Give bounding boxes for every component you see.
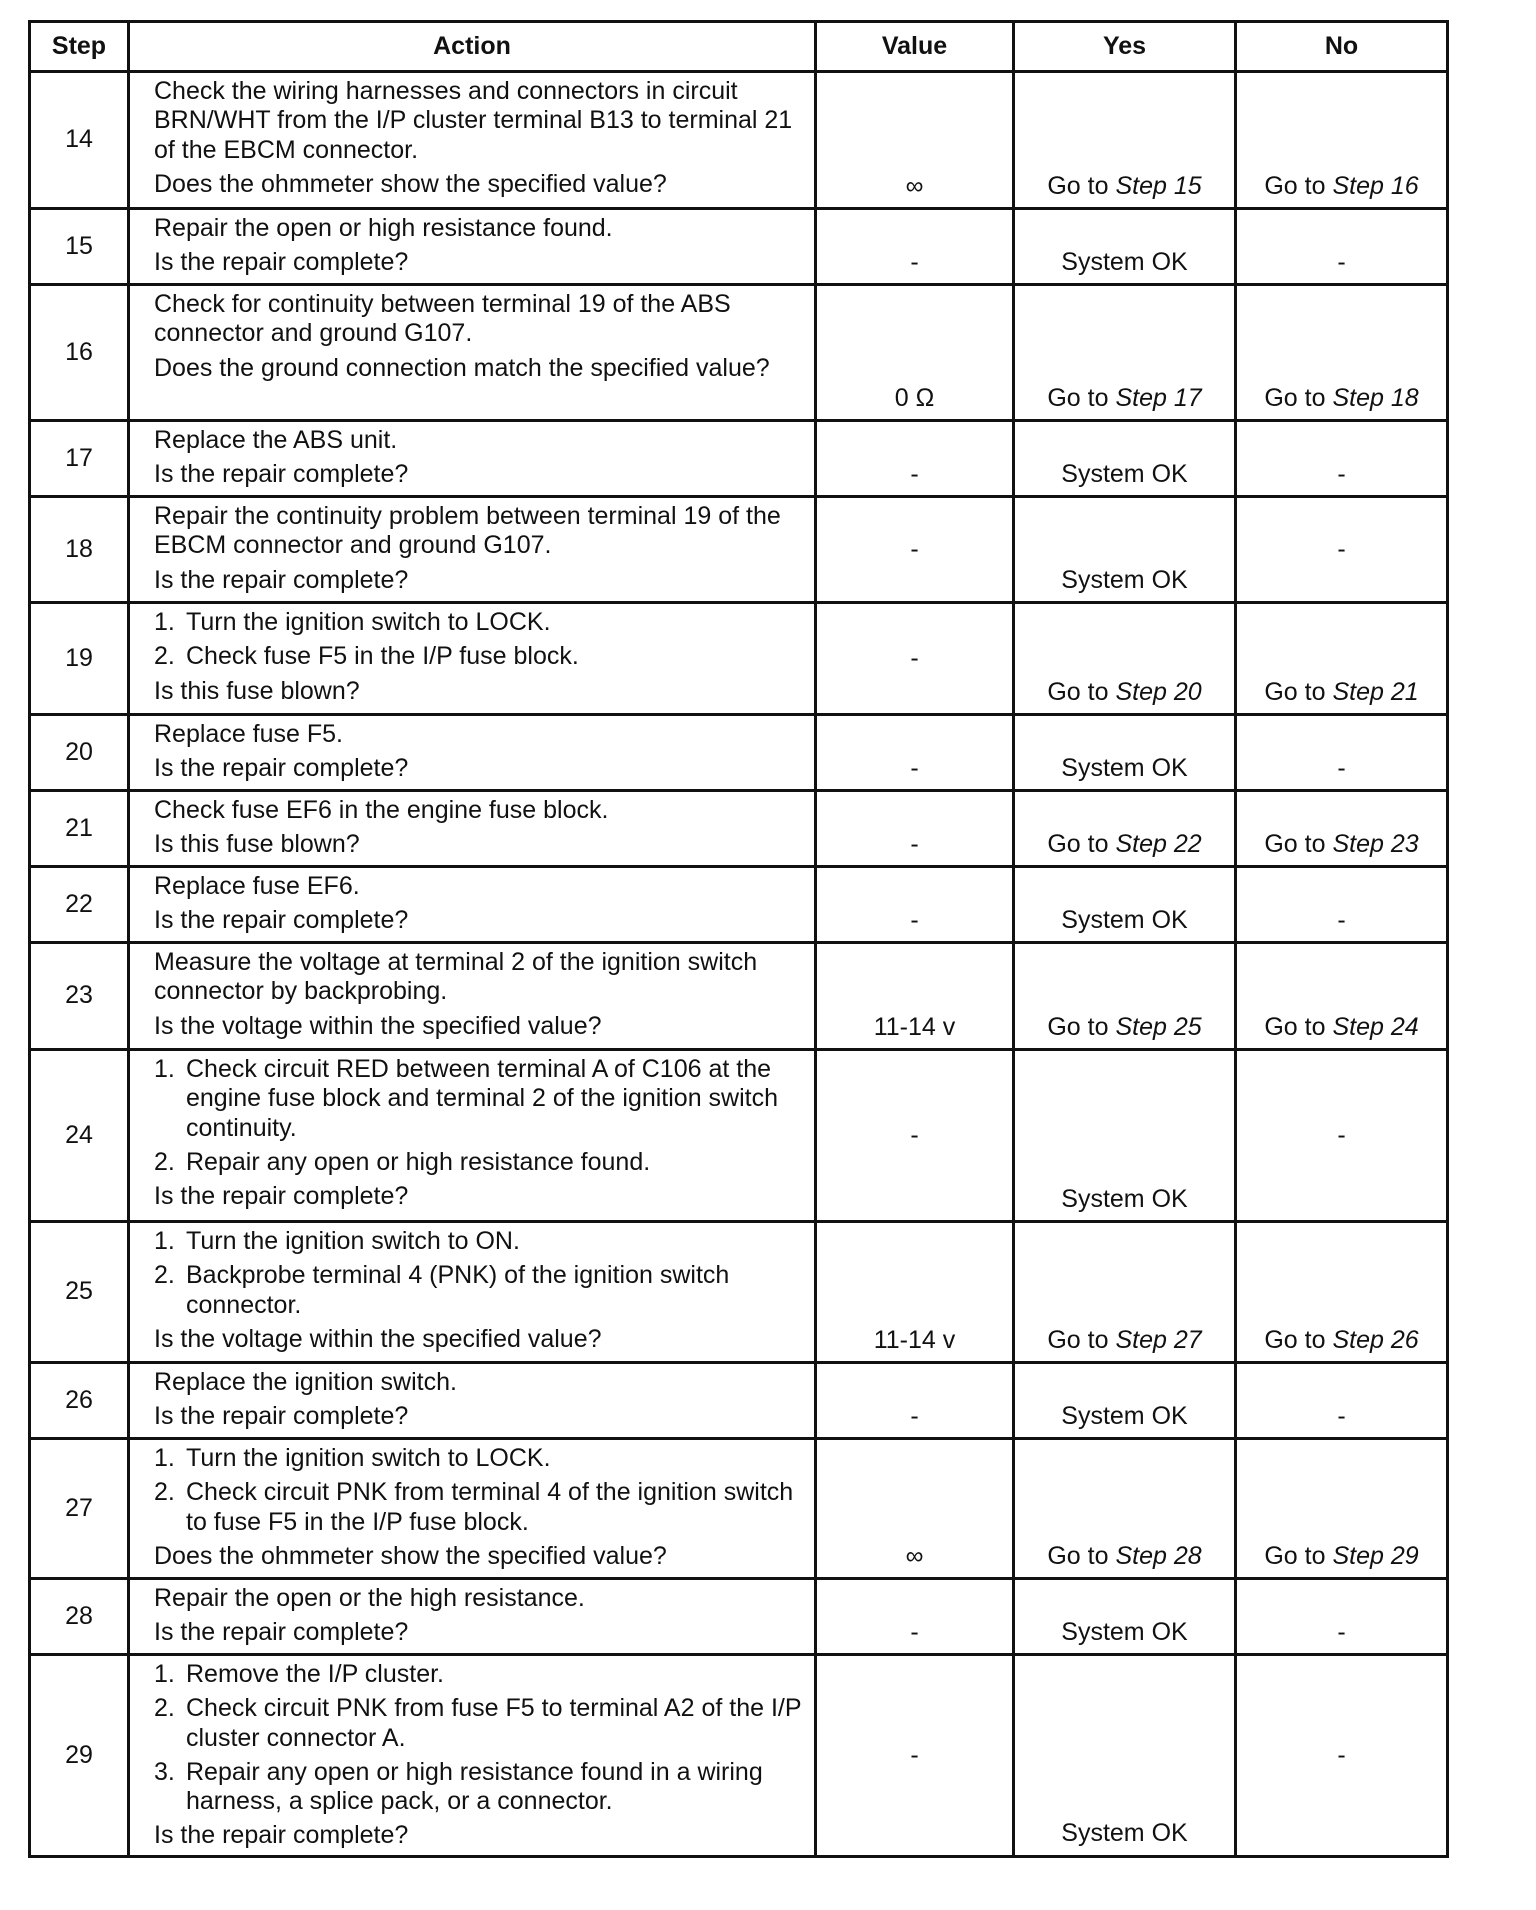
no-cell — [1236, 791, 1448, 867]
action-text: Repair the open or the high resistance. — [154, 1584, 585, 1612]
value-cell: - — [816, 715, 1014, 791]
table-row — [30, 1579, 1448, 1655]
action-item — [154, 1694, 806, 1753]
table-row — [30, 867, 1448, 943]
no-prefix: Go to — [1264, 829, 1333, 858]
no-cell: - — [1236, 1050, 1448, 1222]
no-cell: - — [1236, 497, 1448, 603]
header-step: Step — [30, 22, 129, 72]
yes-step-link: Step 15 — [1115, 171, 1202, 200]
no-cell — [1236, 72, 1448, 209]
action-text: Replace fuse F5. — [154, 720, 343, 748]
item-text: Turn the ignition switch to ON. — [186, 1227, 520, 1255]
no-cell — [1236, 285, 1448, 421]
action-item — [154, 1478, 806, 1537]
action-cell — [129, 421, 816, 497]
item-text: Repair any open or high resistance found. — [186, 1147, 651, 1176]
yes-cell: System OK — [1014, 715, 1236, 791]
item-number: 1. — [154, 1227, 175, 1255]
yes-cell: System OK — [1014, 1363, 1236, 1439]
action-item — [154, 1261, 806, 1320]
yes-prefix: Go to — [1047, 829, 1116, 858]
item-text: Check circuit PNK from fuse F5 to terminal A2 of the I/P cluster connector A. — [186, 1694, 802, 1752]
item-text: Turn the ignition switch to LOCK. — [186, 1444, 551, 1472]
no-step-link: Step 24 — [1332, 1012, 1419, 1041]
yes-cell: System OK — [1014, 1655, 1236, 1857]
yes-prefix: Go to — [1047, 171, 1116, 200]
action-item — [154, 1055, 806, 1143]
yes-cell: System OK — [1014, 209, 1236, 285]
yes-step-link: Step 22 — [1115, 829, 1202, 858]
no-step-link: Step 29 — [1332, 1541, 1419, 1570]
yes-cell: System OK — [1014, 1579, 1236, 1655]
action-question: Is the voltage within the specified value? — [154, 1324, 602, 1353]
no-prefix: Go to — [1264, 1325, 1333, 1354]
table-row — [30, 603, 1448, 715]
yes-cell: System OK — [1014, 497, 1236, 603]
value-cell: - — [816, 1579, 1014, 1655]
no-step-link: Step 16 — [1332, 171, 1419, 200]
item-number: 1. — [154, 608, 175, 636]
value-cell: ∞ — [816, 1439, 1014, 1579]
no-cell — [1236, 603, 1448, 715]
action-item — [154, 1660, 806, 1689]
no-step-link: Step 18 — [1332, 383, 1419, 412]
no-step-link: Step 26 — [1332, 1325, 1419, 1354]
table-row — [30, 421, 1448, 497]
action-question: Is the repair complete? — [154, 460, 409, 489]
item-text: Check circuit RED between terminal A of C106 at the engine fuse block and terminal 2 of the ignition switch continuity. — [186, 1055, 779, 1142]
item-number: 1. — [154, 1660, 175, 1688]
value-cell: - — [816, 497, 1014, 603]
yes-cell: System OK — [1014, 1050, 1236, 1222]
action-text: Repair the continuity problem between terminal 19 of the EBCM connector and ground G107. — [154, 502, 781, 560]
action-cell — [129, 1222, 816, 1363]
no-cell — [1236, 1222, 1448, 1363]
value-cell: 11-14 v — [816, 943, 1014, 1050]
action-question: Is the repair complete? — [154, 754, 409, 783]
no-cell — [1236, 943, 1448, 1050]
item-number: 1. — [154, 1444, 175, 1472]
action-item — [154, 608, 806, 637]
header-yes: Yes — [1014, 22, 1236, 72]
value-cell: - — [816, 603, 1014, 715]
step-number: 14 — [30, 72, 129, 209]
action-cell — [129, 72, 816, 209]
action-cell — [129, 715, 816, 791]
table-row — [30, 72, 1448, 209]
item-number: 2. — [154, 642, 175, 671]
value-cell: - — [816, 867, 1014, 943]
no-cell: - — [1236, 1655, 1448, 1857]
action-question: Is the repair complete? — [154, 1618, 409, 1647]
no-step-link: Step 23 — [1332, 829, 1419, 858]
header-row — [30, 22, 1448, 72]
header-no: No — [1236, 22, 1448, 72]
action-cell — [129, 867, 816, 943]
yes-step-link: Step 27 — [1115, 1325, 1202, 1354]
table-row — [30, 1655, 1448, 1857]
action-cell — [129, 791, 816, 867]
yes-cell — [1014, 943, 1236, 1050]
item-number: 2. — [154, 1147, 175, 1176]
item-text: Remove the I/P cluster. — [186, 1660, 444, 1688]
table-row — [30, 1363, 1448, 1439]
action-question: Is the repair complete? — [154, 565, 409, 594]
action-item — [154, 1444, 806, 1473]
action-text: Measure the voltage at terminal 2 of the ignition switch connector by backprobing. — [154, 948, 758, 1006]
item-number: 2. — [154, 1261, 175, 1290]
no-cell — [1236, 1439, 1448, 1579]
action-cell — [129, 497, 816, 603]
item-number: 1. — [154, 1055, 175, 1083]
action-text: Replace the ignition switch. — [154, 1368, 457, 1396]
action-cell — [129, 943, 816, 1050]
table-row — [30, 497, 1448, 603]
action-question: Is the repair complete? — [154, 906, 409, 935]
yes-prefix: Go to — [1047, 1541, 1116, 1570]
action-text: Replace fuse EF6. — [154, 872, 360, 900]
yes-prefix: Go to — [1047, 383, 1116, 412]
action-item — [154, 642, 806, 671]
no-cell: - — [1236, 867, 1448, 943]
no-prefix: Go to — [1264, 383, 1333, 412]
action-question: Is the repair complete? — [154, 1182, 409, 1210]
item-text: Backprobe terminal 4 (PNK) of the ignition switch connector. — [186, 1261, 730, 1319]
item-text: Repair any open or high resistance found in a wiring harness, a splice pack, or a connector. — [186, 1757, 763, 1815]
item-number: 2. — [154, 1478, 175, 1507]
header-value: Value — [816, 22, 1014, 72]
no-prefix: Go to — [1264, 171, 1333, 200]
step-number: 16 — [30, 285, 129, 421]
item-number: 3. — [154, 1757, 175, 1786]
action-item — [154, 1148, 806, 1177]
item-text: Turn the ignition switch to LOCK. — [186, 608, 551, 636]
yes-prefix: Go to — [1047, 1325, 1116, 1354]
step-number: 19 — [30, 603, 129, 715]
action-cell — [129, 1579, 816, 1655]
item-text: Check circuit PNK from terminal 4 of the ignition switch to fuse F5 in the I/P fuse block. — [186, 1478, 794, 1536]
step-number: 24 — [30, 1050, 129, 1222]
table-row — [30, 1439, 1448, 1579]
value-cell: 0 Ω — [816, 285, 1014, 421]
value-cell: - — [816, 1655, 1014, 1857]
yes-step-link: Step 20 — [1115, 677, 1202, 706]
action-text: Check the wiring harnesses and connectors in circuit BRN/WHT from the I/P cluster terminal B13 to terminal 21 of the EBCM connector. — [154, 77, 793, 164]
step-number: 25 — [30, 1222, 129, 1363]
yes-step-link: Step 25 — [1115, 1012, 1202, 1041]
yes-step-link: Step 28 — [1115, 1541, 1202, 1570]
action-question: Does the ohmmeter show the specified value? — [154, 169, 667, 198]
step-number: 20 — [30, 715, 129, 791]
item-number: 2. — [154, 1694, 175, 1723]
yes-prefix: Go to — [1047, 677, 1116, 706]
table-row — [30, 1050, 1448, 1222]
table-row — [30, 209, 1448, 285]
action-item — [154, 1227, 806, 1256]
value-cell: - — [816, 1050, 1014, 1222]
yes-cell — [1014, 72, 1236, 209]
action-question: Does the ground connection match the specified value? — [154, 353, 770, 382]
action-cell — [129, 1655, 816, 1857]
step-number: 21 — [30, 791, 129, 867]
no-prefix: Go to — [1264, 1012, 1333, 1041]
value-cell: - — [816, 209, 1014, 285]
yes-cell — [1014, 1222, 1236, 1363]
action-question: Is the voltage within the specified value? — [154, 1011, 602, 1040]
action-question: Is this fuse blown? — [154, 830, 360, 859]
header-action: Action — [129, 22, 816, 72]
yes-cell — [1014, 1439, 1236, 1579]
action-cell — [129, 285, 816, 421]
diagnostic-table — [28, 20, 1449, 1858]
action-question: Is the repair complete? — [154, 1402, 409, 1431]
action-text: Replace the ABS unit. — [154, 426, 398, 454]
yes-cell: System OK — [1014, 421, 1236, 497]
yes-cell — [1014, 791, 1236, 867]
no-cell: - — [1236, 1579, 1448, 1655]
step-number: 23 — [30, 943, 129, 1050]
table-row — [30, 715, 1448, 791]
no-prefix: Go to — [1264, 1541, 1333, 1570]
yes-cell: System OK — [1014, 867, 1236, 943]
step-number: 22 — [30, 867, 129, 943]
table-row — [30, 943, 1448, 1050]
action-cell — [129, 603, 816, 715]
table-row — [30, 1222, 1448, 1363]
action-question: Does the ohmmeter show the specified value? — [154, 1541, 667, 1570]
step-number: 28 — [30, 1579, 129, 1655]
action-cell — [129, 209, 816, 285]
yes-cell — [1014, 285, 1236, 421]
value-cell: - — [816, 1363, 1014, 1439]
value-cell: ∞ — [816, 72, 1014, 209]
action-cell — [129, 1363, 816, 1439]
no-prefix: Go to — [1264, 677, 1333, 706]
no-step-link: Step 21 — [1332, 677, 1419, 706]
step-number: 18 — [30, 497, 129, 603]
action-cell — [129, 1439, 816, 1579]
action-text: Check fuse EF6 in the engine fuse block. — [154, 796, 609, 824]
action-text: Check for continuity between terminal 19 of the ABS connector and ground G107. — [154, 290, 731, 348]
action-text: Repair the open or high resistance found. — [154, 214, 613, 242]
table-row — [30, 791, 1448, 867]
table-row — [30, 285, 1448, 421]
item-text: Check fuse F5 in the I/P fuse block. — [186, 642, 579, 671]
yes-cell — [1014, 603, 1236, 715]
action-question: Is the repair complete? — [154, 1821, 409, 1850]
value-cell: - — [816, 791, 1014, 867]
step-number: 29 — [30, 1655, 129, 1857]
no-cell: - — [1236, 421, 1448, 497]
action-question: Is this fuse blown? — [154, 676, 360, 705]
step-number: 17 — [30, 421, 129, 497]
yes-step-link: Step 17 — [1115, 383, 1202, 412]
action-cell — [129, 1050, 816, 1222]
action-item — [154, 1758, 806, 1817]
no-cell: - — [1236, 209, 1448, 285]
step-number: 15 — [30, 209, 129, 285]
step-number: 27 — [30, 1439, 129, 1579]
no-cell: - — [1236, 1363, 1448, 1439]
yes-prefix: Go to — [1047, 1012, 1116, 1041]
value-cell: 11-14 v — [816, 1222, 1014, 1363]
value-cell: - — [816, 421, 1014, 497]
step-number: 26 — [30, 1363, 129, 1439]
action-question: Is the repair complete? — [154, 248, 409, 277]
no-cell: - — [1236, 715, 1448, 791]
